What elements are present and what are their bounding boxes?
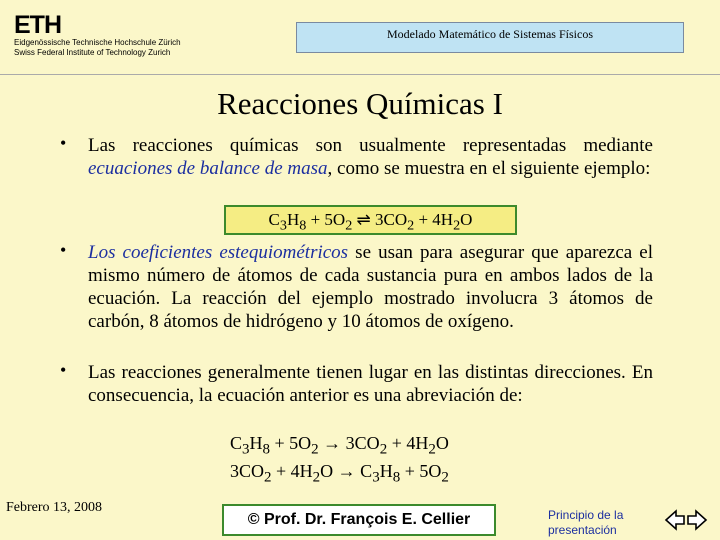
eth-logo-mark: ETH	[14, 11, 61, 39]
eth-logo	[14, 12, 189, 58]
bullet-1: Las reacciones químicas son usualmente representadas mediante ecuaciones de balance de masa, como se muestra en el siguiente ejemplo:	[88, 135, 653, 179]
start-of-presentation-link[interactable]: Principio de la presentación	[548, 508, 624, 537]
footer-date: Febrero 13, 2008	[6, 500, 103, 515]
forward-equation: $C_3H_8 + 5O_2 \to 3CO_2 + 4H_2O$	[230, 433, 449, 458]
emphasis-text: Los coeficientes estequiométricos	[88, 242, 349, 263]
eth-logo-line1: Eidgenössische Technische Hochschule Zürich	[14, 38, 181, 47]
forward-arrow-icon: →	[323, 433, 342, 453]
bullet-marker: •	[60, 240, 67, 260]
equilibrium-equation: $C_3H_8 + 5O_2$ ⇌ $3CO_2 + 4H_2O$	[224, 205, 517, 235]
forward-arrow-icon: →	[337, 461, 356, 481]
header-course-title: Modelado Matemático de Sistemas Físicos	[296, 22, 684, 53]
header-divider	[0, 74, 720, 75]
bullet-3: Las reacciones generalmente tienen lugar en las distintas direcciones. En consecuencia, la ecuación anterior es una abreviación de:	[88, 362, 653, 406]
bullet-2: Los coeficientes estequiométricos se usan para asegurar que aparezca el mismo número de átomos de cada sustancia pura en ambos lados de la ecuación. La reacción del ejemplo mostrado involucra 3 átomos de carbón, 8 átomos de hidrógeno y 10 átomos de oxígeno.	[88, 242, 653, 332]
slide-title: Reacciones Químicas I	[217, 86, 503, 121]
bullet-marker: •	[60, 360, 67, 380]
emphasis-text: ecuaciones de balance de masa	[88, 158, 328, 179]
eth-logo-line2: Swiss Federal Institute of Technology Zurich	[14, 48, 171, 57]
reverse-equation: $3CO_2 + 4H_2O \to C_3H_8 + 5O_2$	[230, 461, 449, 486]
back-forward-arrows-icon[interactable]	[664, 507, 708, 533]
footer-copyright: © Prof. Dr. François E. Cellier	[222, 504, 496, 536]
bullet-marker: •	[60, 133, 67, 153]
equilibrium-arrow-icon: ⇌	[356, 210, 371, 229]
